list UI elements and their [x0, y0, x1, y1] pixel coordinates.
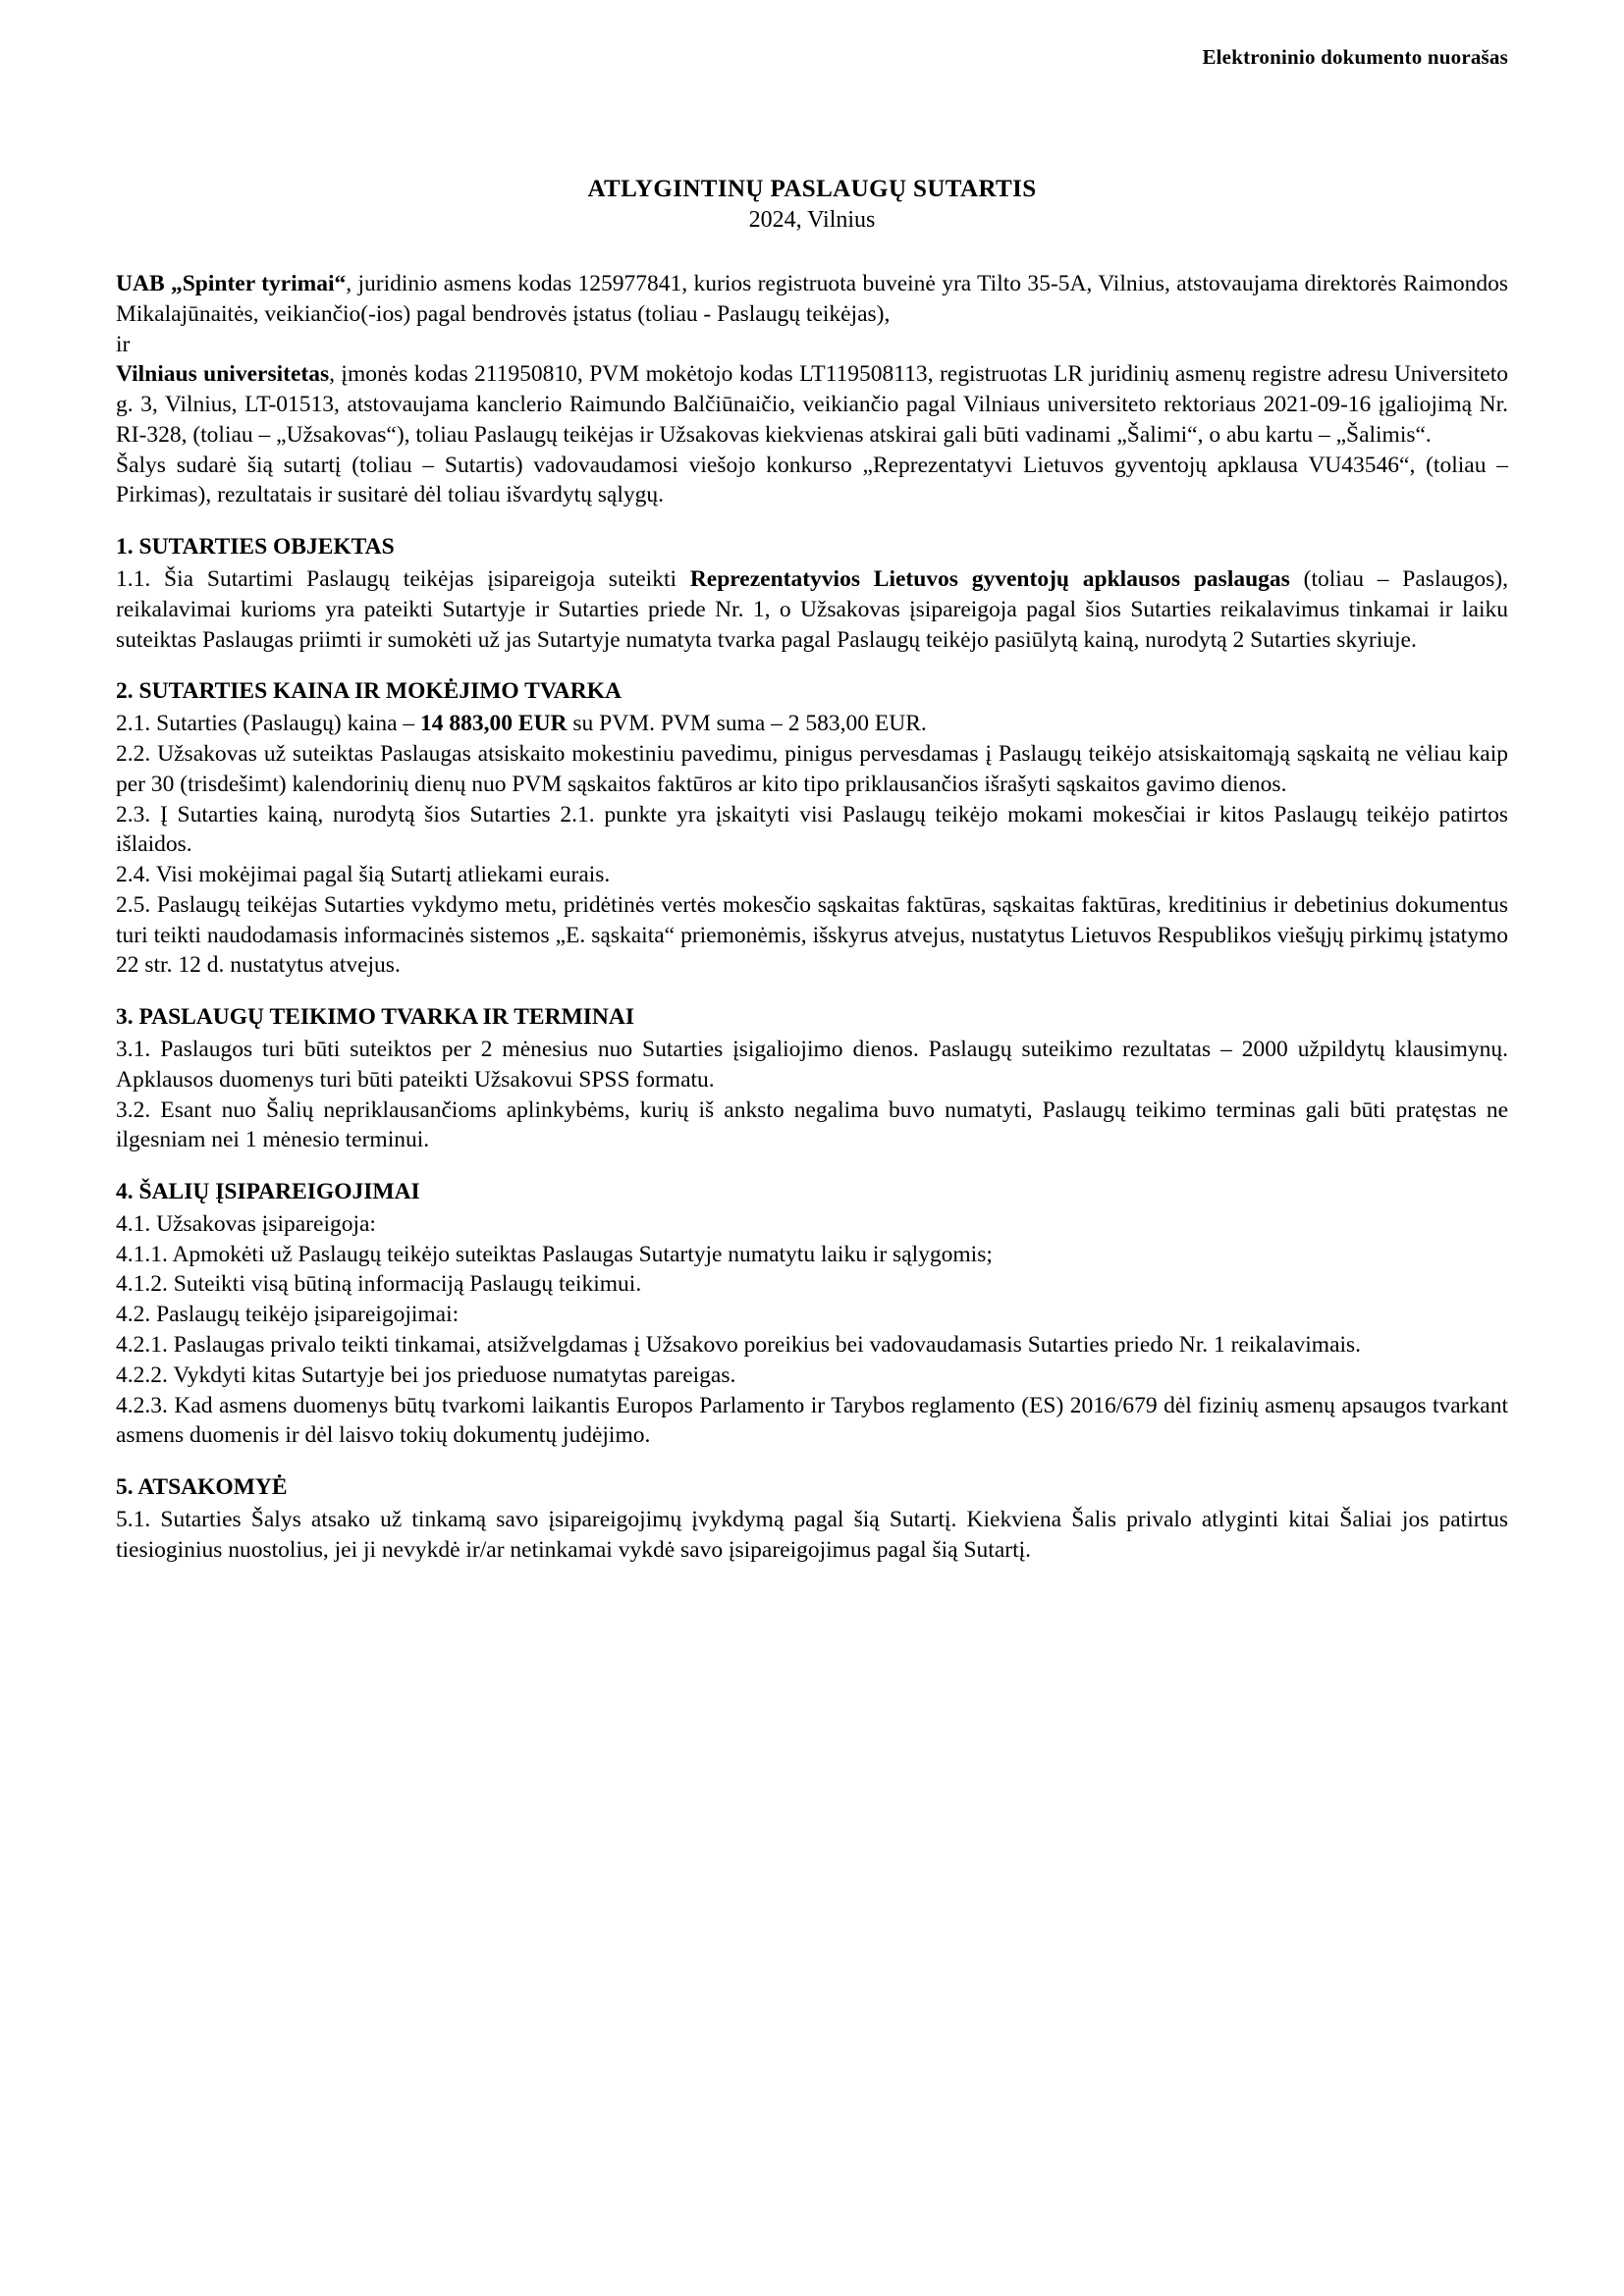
body-text: 1.1. Šia Sutartimi Paslaugų teikėjas įsipareigoja suteikti [116, 566, 690, 593]
body-text: 4.1.1. Apmokėti už Paslaugų teikėjo suteiktas Paslaugas Sutartyje numatytu laiku ir sąlygomis; [116, 1241, 993, 1267]
section-paragraph [116, 1095, 1508, 1156]
provider-details: , juridinio asmens kodas 125977841, kurios registruota buveinė yra Tilto 35-5A, Vilnius, atstovaujama direktorės Raimondos Mikalajūnaitės, veikiančio(-ios) pagal bendrovės įstatus (toliau - Paslaugų teikėjas), [116, 271, 1508, 327]
body-text: (toliau – Paslaugos), reikalavimai kurioms yra pateikti Sutartyje ir Sutarties priede Nr. 1, o Užsakovas įsipareigoja pagal šios Sutarties reikalavimus tinkamai ir laiku suteiktas Paslaugas priimti ir sumokėti už jas Sutartyje numatyta tvarka pagal Paslaugų teikėjo pasiūlytą kainą, nurodytą 2 Sutarties skyriuje. [116, 566, 1509, 653]
client-details: , įmonės kodas 211950810, PVM mokėtojo kodas LT119508113, registruotas LR juridinių asmenų registre adresu Universiteto g. 3, Vilnius, LT-01513, atstovaujama kanclerio Raimundo Balčiūnaičio, veikiančio pagal Vilniaus universiteto rektoriaus 2021-09-16 įgaliojimą Nr. RI-328, (toliau – „Užsakovas“), toliau Paslaugų teikėjas ir Užsakovas kiekvienas atskirai gali būti vadinami „Šalimi“, o abu kartu – „Šalimis“. [116, 361, 1508, 448]
body-text: 3.1. Paslaugos turi būti suteiktos per 2 mėnesius nuo Sutarties įsigaliojimo dienos. Paslaugų suteikimo rezultatas – 2000 užpildytų klausimynų. Apklausos duomenys turi būti pateikti Užsakovui SPSS formatu. [116, 1036, 1508, 1093]
body-text: 4.2.3. Kad asmens duomenys būtų tvarkomi laikantis Europos Parlamento ir Tarybos reglamento (ES) 2016/679 dėl fizinių asmenų apsaugos tvarkant asmens duomenis ir dėl laisvo tokių dokumentų judėjimo. [116, 1392, 1508, 1449]
page-title: ATLYGINTINŲ PASLAUGŲ SUTARTIS [587, 176, 1037, 202]
electronic-document-reference: Elektroninio dokumento nuorašas [1202, 45, 1508, 69]
party-provider-paragraph [116, 269, 1508, 330]
parties-conjunction: ir [116, 331, 131, 357]
section-paragraph [116, 860, 1508, 890]
document-title-block [116, 176, 1508, 234]
section-heading: 5. ATSAKOMYĖ [116, 1474, 288, 1501]
section-heading: 2. SUTARTIES KAINA IR MOKĖJIMO TVARKA [116, 678, 622, 705]
section-paragraph [116, 1505, 1508, 1566]
body-text: 4.2.1. Paslaugas privalo teikti tinkamai, atsižvelgdamas į Užsakovo poreikius bei vadovaudamasis Sutarties priedo Nr. 1 reikalavimais. [116, 1332, 1362, 1358]
section-paragraph [116, 890, 1508, 981]
body-text: 2.3. Į Sutarties kainą, nurodytą šios Sutarties 2.1. punkte yra įskaityti visi Paslaugų teikėjo mokami mokesčiai ir kitos Paslaugų teikėjo patirtos išlaidos. [116, 801, 1508, 858]
section-paragraph [116, 1035, 1508, 1095]
body-text: 2.2. Užsakovas už suteiktas Paslaugas atsiskaito mokestiniu pavedimu, pinigus pervesdamas į Paslaugų teikėjo atsiskaitomąją sąskaitą ne vėliau kaip per 30 (trisdešimt) kalendorinių dienų nuo PVM sąskaitos faktūros ar kito tipo priklausančios išrašyti sąskaitos gavimo dienos. [116, 740, 1508, 797]
body-text: 2.1. Sutarties (Paslaugų) kaina – [116, 711, 421, 737]
body-text: 5.1. Sutarties Šalys atsako už tinkamą savo įsipareigojimų įvykdymą pagal šią Sutartį. Kiekviena Šalis privalo atlyginti kitai Šaliai jos patirtus tiesioginius nuostolius, jei ji nevykdė ir/ar netinkamai vykdė savo įsipareigojimus pagal šią Sutartį. [116, 1506, 1508, 1563]
body-text: 2.4. Visi mokėjimai pagal šią Sutartį atliekami eurais. [116, 862, 611, 888]
section-paragraph [116, 1300, 1508, 1330]
emphasis-text: 14 883,00 EUR [420, 711, 568, 737]
section-heading: 1. SUTARTIES OBJEKTAS [116, 534, 395, 561]
section-paragraph [116, 564, 1508, 655]
body-text: 4.1.2. Suteikti visą būtiną informaciją Paslaugų teikimui. [116, 1271, 642, 1298]
emphasis-text: Reprezentatyvios Lietuvos gyventojų apklausos paslaugas [689, 566, 1290, 593]
section-heading: 4. ŠALIŲ ĮSIPAREIGOJIMAI [116, 1179, 420, 1205]
contract-sections [116, 532, 1508, 1565]
party-client-paragraph [116, 359, 1508, 450]
section-paragraph [116, 1209, 1508, 1240]
section-paragraph [116, 800, 1508, 861]
body-text: 2.5. Paslaugų teikėjas Sutarties vykdymo metu, pridėtinės vertės mokesčio sąskaitas faktūras, sąskaitas faktūras, kreditinius ir debetinius dokumentus turi teikti naudodamasis informacinės sistemos „E. sąskaita“ priemonėmis, išskyrus atvejus, nustatytus Lietuvos Respublikos viešųjų pirkimų įstatymo 22 str. 12 d. nustatytus atvejus. [116, 891, 1508, 979]
section-paragraph [116, 1391, 1508, 1452]
section-paragraph [116, 1269, 1508, 1300]
section-paragraph [116, 1330, 1508, 1361]
section-paragraph [116, 1361, 1508, 1391]
body-text: 3.2. Esant nuo Šalių nepriklausančioms aplinkybėms, kurių iš anksto negalima buvo numatyti, Paslaugų teikimo terminas gali būti pratęstas ne ilgesniam nei 1 mėnesio terminui. [116, 1096, 1508, 1153]
section-paragraph [116, 739, 1508, 800]
body-text: 4.1. Užsakovas įsipareigoja: [116, 1210, 376, 1237]
client-name: Vilniaus universitetas [116, 361, 330, 388]
document-place-date: 2024, Vilnius [748, 207, 876, 233]
body-text: 4.2. Paslaugų teikėjo įsipareigojimai: [116, 1302, 460, 1328]
section-paragraph [116, 1240, 1508, 1270]
body-text: su PVM. PVM suma – 2 583,00 EUR. [567, 711, 927, 737]
preamble-paragraph: Šalys sudarė šią sutartį (toliau – Sutartis) vadovaudamosi viešojo konkurso „Reprezentatyvi Lietuvos gyventojų apklausa VU43546“, (toliau – Pirkimas), rezultatais ir susitarė dėl toliau išvardytų sąlygų. [116, 452, 1508, 508]
body-text: 4.2.2. Vykdyti kitas Sutartyje bei jos prieduose numatytas pareigas. [116, 1362, 736, 1388]
provider-name: UAB „Spinter tyrimai“ [116, 271, 347, 296]
section-paragraph [116, 709, 1508, 739]
section-heading: 3. PASLAUGŲ TEIKIMO TVARKA IR TERMINAI [116, 1004, 634, 1031]
